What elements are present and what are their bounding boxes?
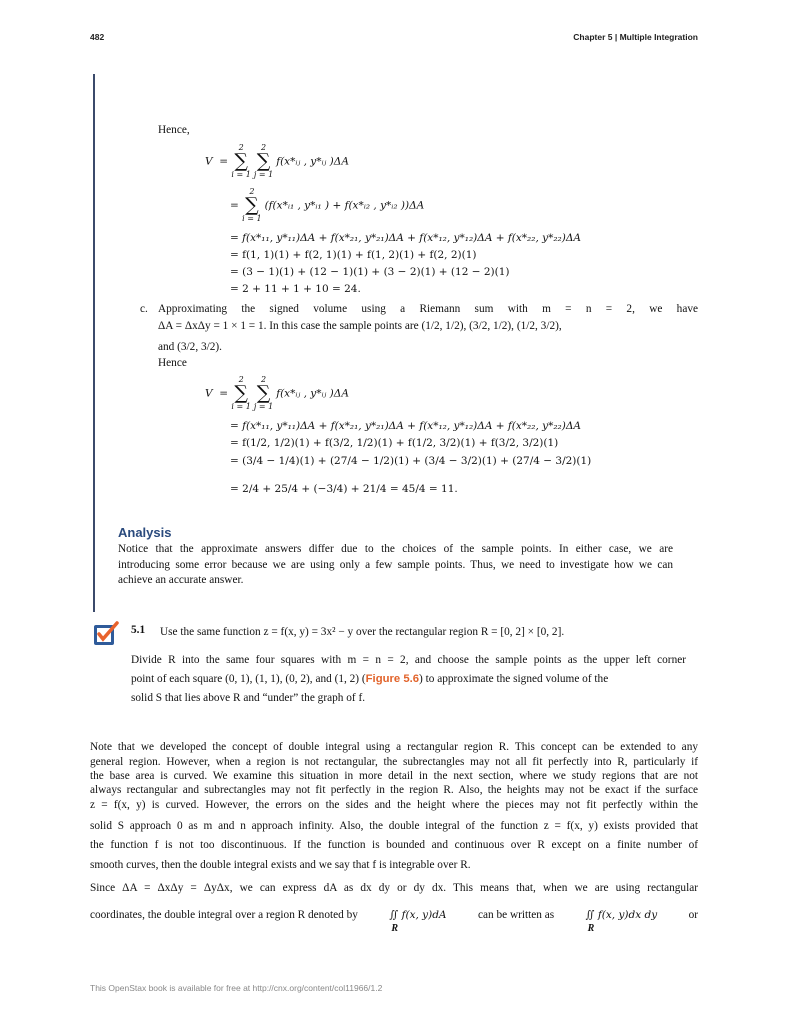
footer-text: This OpenStax book is available for free at http://cnx.org/content/col11966/1.2 [90,983,383,993]
double-integral: ∬ f(x, y)dx dy R [585,909,658,934]
equation-line: = f(x*₁₁, y*₁₁)ΔA + f(x*₂₁, y*₂₁)ΔA + f(x*₁₂, y*₁₂)ΔA + f(x*₂₂, y*₂₂)ΔA [230,420,581,432]
summand: f(x*ᵢⱼ , y*ᵢⱼ )ΔA [276,387,349,400]
equation-line: = (3 − 1)(1) + (12 − 1)(1) + (3 − 2)(1) + (12 − 2)(1) [230,266,510,278]
exercise-text-part: point of each square (0, 1), (1, 1), (0, 2), and (1, 2) ( [131,673,366,685]
analysis-text: Notice that the approximate answers differ due to the choices of the sample points. In either case, we are [118,543,673,555]
figure-link[interactable]: Figure 5.6 [365,673,420,685]
body-text: Since ΔA = ΔxΔy = ΔyΔx, we can express dA as dx dy or dy dx. This means that, when we are using rectangular [90,882,698,894]
sum-symbol: 2 ∑ i = 1 [231,143,251,179]
body-text-part: coordinates, the double integral over a region R denoted by [90,909,358,921]
equation-sum-single: = 2 ∑ i = 1 (f(x*ᵢ₁ , y*ᵢ₁ ) + f(x*ᵢ₂ , y*ᵢ₂ ))ΔA [230,187,425,223]
body-text-part: can be written as [477,909,555,921]
analysis-text: achieve an accurate answer. [118,574,244,586]
body-text: always rectangular and subrectangles may not fit perfectly in the region R. Also, the heights may not be exact if the surface [90,784,698,796]
checkpoint-icon [93,620,119,646]
body-text: smooth curves, then the double integral exists and we say that f is integrable over R. [90,859,471,871]
body-text: Note that we developed the concept of double integral using a rectangular region R. This concept can be extended to any [90,741,698,753]
body-text: general region. However, when a region is not rectangular, the subrectangles may not all fit perfectly into R, particularly if [90,756,698,768]
equation-line: = f(1, 1)(1) + f(2, 1)(1) + f(1, 2)(1) + f(2, 2)(1) [230,249,477,261]
summand: (f(x*ᵢ₁ , y*ᵢ₁ ) + f(x*ᵢ₂ , y*ᵢ₂ ))ΔA [264,199,425,212]
sum-symbol: 2 ∑ i = 1 [242,187,262,223]
equation-line: = f(x*₁₁, y*₁₁)ΔA + f(x*₂₁, y*₂₁)ΔA + f(x*₁₂, y*₁₂)ΔA + f(x*₂₂, y*₂₂)ΔA [230,232,581,244]
chapter-title: Chapter 5 | Multiple Integration [573,32,698,42]
equation-line: = 2/4 + 25/4 + (−3/4) + 21/4 = 45/4 = 11. [230,483,458,495]
exercise-text-part: ) to approximate the signed volume of the [419,673,609,685]
body-text: the function f is not too discontinuous. If the function is bounded and continuous over R except on a finite number of [90,839,698,851]
sum-symbol: 2 ∑ j = 1 [253,375,274,411]
exercise-text [131,673,608,685]
sum-symbol: 2 ∑ i = 1 [231,375,251,411]
hence-label: Hence, [158,124,190,136]
exercise-text: solid S that lies above R and “under” the graph of f. [131,692,366,704]
hence-label: Hence [158,357,187,369]
part-c-text: and (3/2, 3/2). [158,341,223,353]
lhs: V [205,155,213,168]
body-text: z = f(x, y) is curved. However, the errors on the sides and the height where the pieces may not fit perfectly within the [90,799,698,811]
double-integral: ∬ f(x, y)dA R [389,909,447,934]
analysis-text: introducing some error because we are using only a few sample points. Thus, we need to investigate how we can [118,559,673,571]
part-c-text: Approximating the signed volume using a Riemann sum with m = n = 2, we have [158,303,698,315]
equation-sum-double: V = 2 ∑ i = 1 2 ∑ j = 1 f(x*ᵢⱼ , y*ᵢⱼ )ΔA [205,375,349,411]
part-c-text: ΔA = ΔxΔy = 1 × 1 = 1. In this case the sample points are (1/2, 1/2), (3/2, 1/2), (1/2, 3/2), [158,320,562,332]
body-text [90,909,698,934]
exercise-text: Use the same function z = f(x, y) = 3x² − y over the rectangular region R = [0, 2] × [0, 2]. [160,626,565,638]
equation-line: = 2 + 11 + 1 + 10 = 24. [230,283,361,295]
summand: f(x*ᵢⱼ , y*ᵢⱼ )ΔA [276,155,349,168]
sum-symbol: 2 ∑ j = 1 [253,143,274,179]
exercise-number: 5.1 [131,624,146,636]
body-text-part: or [688,909,698,921]
equation-line: = f(1/2, 1/2)(1) + f(3/2, 1/2)(1) + f(1/2, 3/2)(1) + f(3/2, 3/2)(1) [230,437,559,449]
exercise-text: Divide R into the same four squares with m = n = 2, and choose the sample points as the upper left corner [131,654,686,666]
equation-sum-double: V = 2 ∑ i = 1 2 ∑ j = 1 f(x*ᵢⱼ , y*ᵢⱼ )ΔA [205,143,349,179]
body-text: the base area is curved. We examine this situation in more detail in the next section, where we study regions that are not [90,770,698,782]
lhs: V [205,387,213,400]
body-text: solid S approach 0 as m and n approach infinity. Also, the double integral of the function z = f(x, y) exists provided that [90,820,698,832]
equation-line: = (3/4 − 1/4)(1) + (27/4 − 1/2)(1) + (3/4 − 3/2)(1) + (27/4 − 3/2)(1) [230,455,592,467]
example-margin-rule [93,74,95,612]
analysis-heading: Analysis [118,525,172,540]
list-label-c: c. [140,303,148,315]
page-number: 482 [90,32,105,42]
